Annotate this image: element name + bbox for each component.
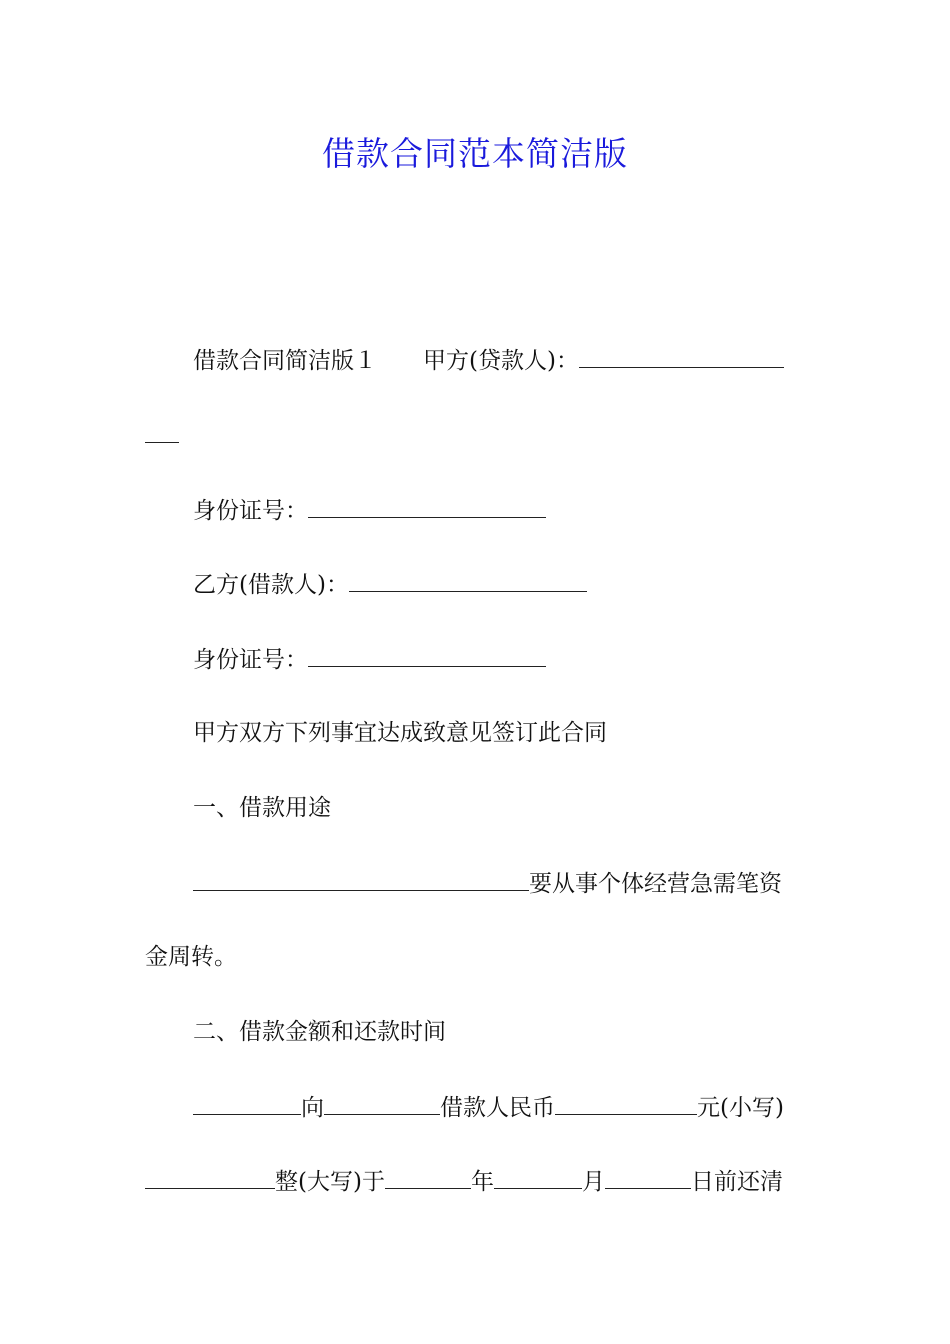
- amount-big-text: 整(大写)于: [275, 1169, 385, 1195]
- party-a-blank[interactable]: [579, 345, 784, 368]
- id-blank-2[interactable]: [308, 644, 546, 667]
- day-blank[interactable]: [605, 1166, 691, 1189]
- id-label-2: 身份证号：: [193, 647, 308, 673]
- purpose-blank[interactable]: [193, 868, 529, 891]
- amount-small-text: 元(小写): [697, 1095, 784, 1121]
- amount-big-blank[interactable]: [145, 1166, 275, 1189]
- party-a-blank-cont-line: [145, 420, 179, 451]
- section-1-heading: 一、借款用途: [193, 795, 331, 821]
- contract-line-party-a: [193, 345, 784, 376]
- month-blank[interactable]: [494, 1166, 582, 1189]
- section-2-heading: 二、借款金额和还款时间: [193, 1019, 446, 1045]
- id-line-1: [193, 495, 546, 526]
- amount-to-text: 向: [301, 1095, 324, 1121]
- party-a-blank-cont[interactable]: [145, 420, 179, 443]
- month-text: 月: [581, 1169, 605, 1195]
- lender-blank[interactable]: [193, 1092, 301, 1115]
- purpose-text: 要从事个体经营急需笔资: [529, 871, 782, 897]
- agreement-text: 甲方双方下列事宜达成致意见签订此合同: [193, 720, 607, 746]
- party-b-label: 乙方(借款人)：: [193, 572, 349, 598]
- purpose-cont: 金周转。: [145, 944, 237, 970]
- amount-borrow-text: 借款人民币: [440, 1095, 555, 1121]
- contract-subtitle: 借款合同简洁版１: [193, 348, 377, 374]
- party-b-blank[interactable]: [349, 569, 587, 592]
- amount-small-blank[interactable]: [555, 1092, 697, 1115]
- id-blank-1[interactable]: [308, 495, 546, 518]
- amount-line: [193, 1092, 784, 1123]
- id-label-1: 身份证号：: [193, 498, 308, 524]
- borrower-blank[interactable]: [324, 1092, 440, 1115]
- due-date-line: [145, 1166, 783, 1197]
- purpose-line: [193, 868, 782, 899]
- page-title: 借款合同范本简洁版: [322, 134, 628, 173]
- id-line-2: [193, 644, 546, 675]
- year-blank[interactable]: [385, 1166, 471, 1189]
- party-a-label: 甲方(贷款人)：: [423, 348, 579, 374]
- day-due-text: 日前还清: [690, 1169, 783, 1195]
- year-text: 年: [470, 1169, 494, 1195]
- party-b-line: [193, 569, 587, 600]
